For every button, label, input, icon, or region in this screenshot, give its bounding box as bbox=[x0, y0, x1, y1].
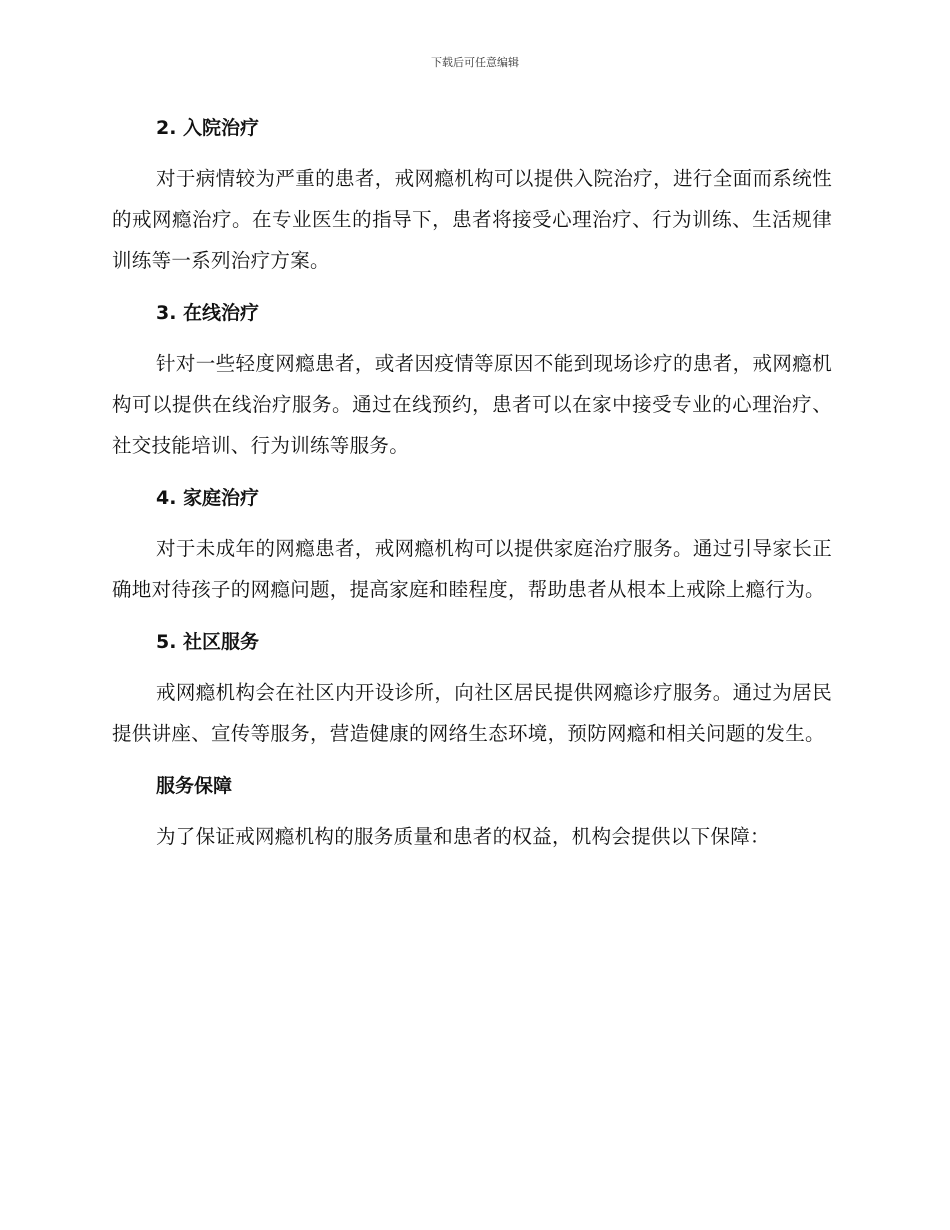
section-heading: 5. 社区服务 bbox=[156, 631, 260, 653]
section-service-guarantee bbox=[112, 766, 832, 857]
section-heading: 3. 在线治疗 bbox=[156, 302, 260, 324]
section-inpatient-treatment bbox=[112, 108, 832, 281]
page-header: 下载后可任意编辑 bbox=[431, 56, 519, 69]
section-online-treatment bbox=[112, 293, 832, 466]
document-body bbox=[112, 108, 832, 869]
section-heading: 2. 入院治疗 bbox=[156, 117, 260, 139]
section-community-service bbox=[112, 622, 832, 754]
section-paragraph: 戒网瘾机构会在社区内开设诊所，向社区居民提供网瘾诊疗服务。通过为居民提供讲座、宣传等服务，营造健康的网络生态环境，预防网瘾和相关问题的发生。 bbox=[112, 681, 832, 745]
section-heading: 服务保障 bbox=[156, 775, 233, 797]
section-heading: 4. 家庭治疗 bbox=[156, 487, 260, 509]
section-paragraph: 为了保证戒网瘾机构的服务质量和患者的权益，机构会提供以下保障： bbox=[156, 825, 770, 848]
section-paragraph: 对于未成年的网瘾患者，戒网瘾机构可以提供家庭治疗服务。通过引导家长正确地对待孩子的网瘾问题，提高家庭和睦程度，帮助患者从根本上戒除上瘾行为。 bbox=[112, 537, 832, 601]
section-family-therapy bbox=[112, 478, 832, 610]
section-paragraph: 针对一些轻度网瘾患者，或者因疫情等原因不能到现场诊疗的患者，戒网瘾机构可以提供在线治疗服务。通过在线预约，患者可以在家中接受专业的心理治疗、社交技能培训、行为训练等服务。 bbox=[112, 352, 832, 457]
section-paragraph: 对于病情较为严重的患者，戒网瘾机构可以提供入院治疗，进行全面而系统性的戒网瘾治疗。在专业医生的指导下，患者将接受心理治疗、行为训练、生活规律训练等一系列治疗方案。 bbox=[112, 167, 832, 272]
